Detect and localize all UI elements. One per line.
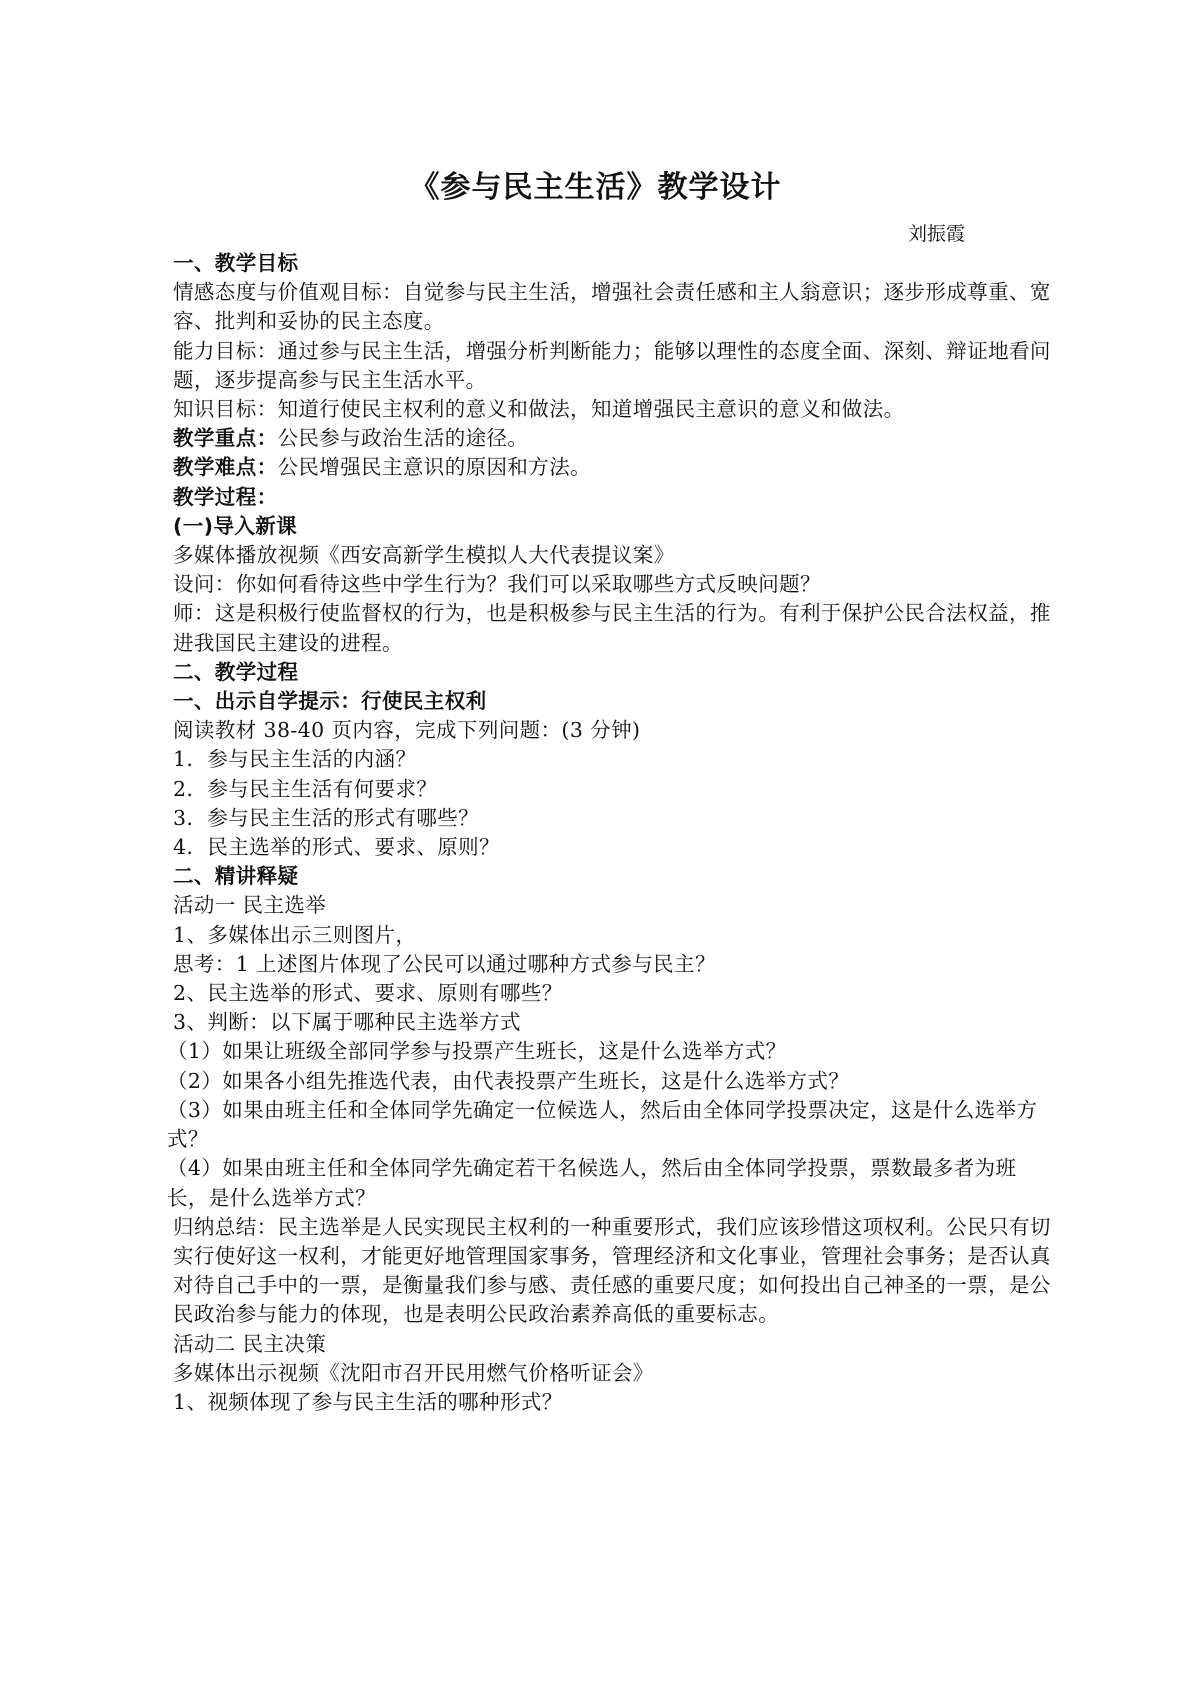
- goal-knowledge: 知识目标：知道行使民主权利的意义和做法，知道增强民主意识的意义和做法。: [173, 397, 905, 422]
- activity1-item: 1、多媒体出示三则图片，: [173, 922, 417, 947]
- key-point-text: 公民参与政治生活的途径。: [277, 426, 529, 451]
- self-study-heading: 一、出示自学提示：行使民主权利: [173, 689, 487, 714]
- teaching-key-point: [173, 424, 1053, 453]
- key-point-label: 教学重点：: [173, 426, 278, 451]
- activity1-item: 2、民主选举的形式、要求、原则有哪些？: [173, 981, 563, 1006]
- teaching-difficulty: [173, 453, 1053, 482]
- self-study-question: 1．参与民主生活的内涵？: [173, 747, 417, 772]
- section-heading-process: 二、教学过程: [173, 659, 299, 684]
- intro-teacher: 师：这是积极行使监督权的行为，也是积极参与民主生活的行为。有利于保护公民合法权益，推进我国民主建设的进程。: [173, 601, 1051, 655]
- judge-item: （2）如果各小组先推选代表，由代表投票产生班长，这是什么选举方式？: [167, 1068, 850, 1093]
- intro-question: 设问：你如何看待这些中学生行为？我们可以采取哪些方式反映问题？: [173, 572, 821, 597]
- summary-paragraph: 归纳总结：民主选举是人民实现民主权利的一种重要形式，我们应该珍惜这项权利。公民只有切实行使好这一权利，才能更好地管理国家事务，管理经济和文化事业，管理社会事务；是否认真对待自己手中的一票，是衡量我们参与感、责任感的重要尺度；如何投出自己神圣的一票，是公民政治参与能力的体现，也是表明公民政治素养高低的重要标志。: [173, 1214, 1051, 1327]
- goal-emotion: 情感态度与价值观目标：自觉参与民主生活，增强社会责任感和主人翁意识；逐步形成尊重、宽容、批判和妥协的民主态度。: [173, 280, 1051, 334]
- intro-heading: (一)导入新课: [173, 513, 298, 538]
- section-heading-goals: 一、教学目标: [173, 251, 299, 275]
- activity1-title: 活动一 民主选举: [173, 893, 327, 918]
- self-study-question: 4．民主选举的形式、要求、原则？: [173, 835, 500, 860]
- self-study-instruction: 阅读教材 38-40 页内容，完成下列问题：(3 分钟): [173, 718, 641, 743]
- activity2-question: 1、视频体现了参与民主生活的哪种形式？: [173, 1389, 563, 1414]
- difficulty-label: 教学难点：: [173, 455, 278, 480]
- activity1-item: 思考：1 上述图片体现了公民可以通过哪种方式参与民主？: [173, 951, 716, 976]
- explain-heading: 二、精讲释疑: [173, 864, 299, 889]
- activity2-video: 多媒体出示视频《沈阳市召开民用燃气价格听证会》: [173, 1360, 654, 1385]
- self-study-question: 2．参与民主生活有何要求？: [173, 776, 438, 801]
- self-study-question: 3．参与民主生活的形式有哪些？: [173, 805, 480, 830]
- process-label: 教学过程：: [173, 484, 278, 509]
- activity2-title: 活动二 民主决策: [173, 1331, 327, 1356]
- document-body: [167, 249, 1053, 1417]
- judge-item: （1）如果让班级全部同学参与投票产生班长，这是什么选举方式？: [167, 1039, 787, 1064]
- judge-item: （3）如果由班主任和全体同学先确定一位候选人，然后由全体同学投票决定，这是什么选举方式？: [167, 1097, 1038, 1152]
- activity1-item: 3、判断：以下属于哪种民主选举方式: [173, 1010, 521, 1035]
- judge-item: （4）如果由班主任和全体同学先确定若干名候选人，然后由全体同学投票，票数最多者为班长，是什么选举方式？: [167, 1156, 1017, 1210]
- difficulty-text: 公民增强民主意识的原因和方法。: [277, 455, 591, 480]
- author-name: 刘振霞: [907, 223, 965, 245]
- goal-ability: 能力目标：通过参与民主生活，增强分析判断能力；能够以理性的态度全面、深刻、辩证地看问题，逐步提高参与民主生活水平。: [173, 338, 1051, 392]
- intro-video: 多媒体播放视频《西安高新学生模拟人大代表提议案》: [173, 543, 675, 568]
- document-title: 《参与民主生活》教学设计: [409, 170, 782, 205]
